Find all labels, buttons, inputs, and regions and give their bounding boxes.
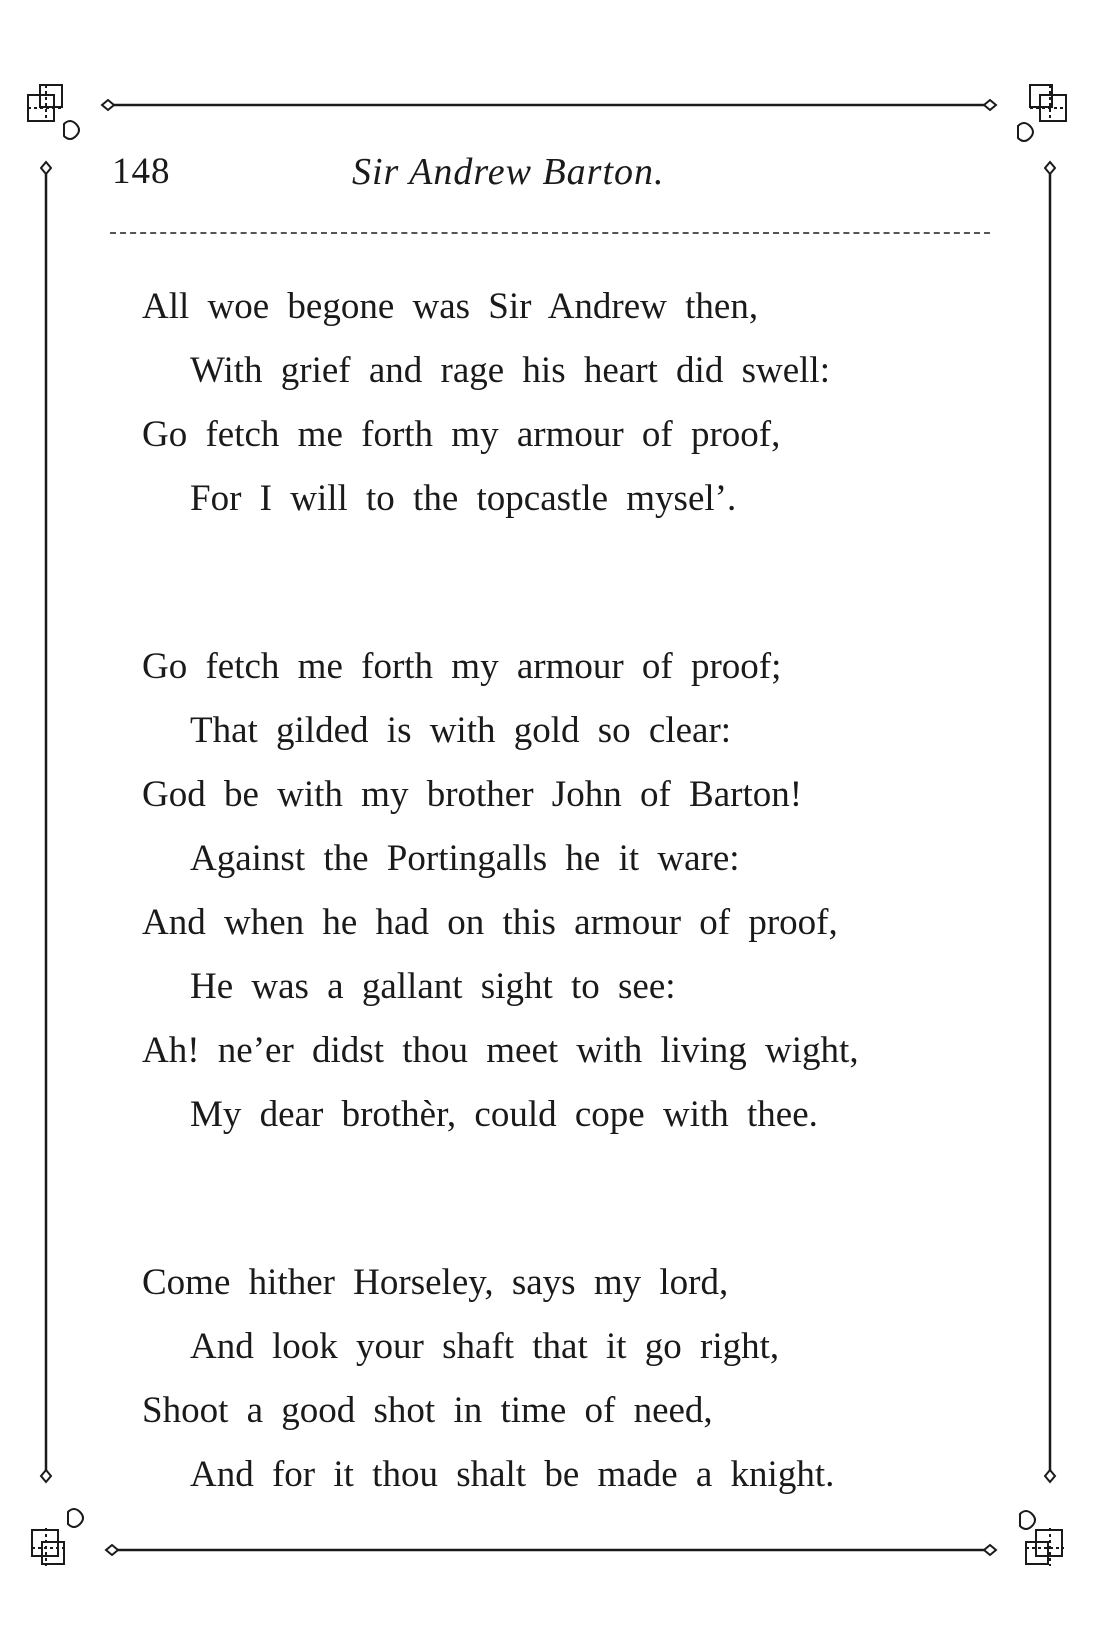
stanza-2 — [142, 635, 1022, 1147]
verse-line: All woe begone was Sir Andrew then, — [142, 286, 759, 327]
verse-line: Ah! ne’er didst thou meet with living wight, — [142, 1030, 859, 1071]
corner-ornament-bottom-left — [32, 1509, 83, 1566]
page-number: 148 — [112, 151, 171, 192]
verse-line: For I will to the topcastle mysel’. — [190, 478, 737, 519]
page-header — [112, 150, 992, 200]
verse-line: Go fetch me forth my armour of proof, — [142, 414, 781, 455]
verse-line: That gilded is with gold so clear: — [190, 710, 732, 751]
verse-line: And when he had on this armour of proof, — [142, 902, 838, 943]
verse-line: With grief and rage his heart did swell: — [190, 350, 830, 391]
stanza-1 — [142, 275, 1022, 531]
verse-line: Shoot a good shot in time of need, — [142, 1390, 713, 1431]
verse-line: Go fetch me forth my armour of proof; — [142, 646, 782, 687]
corner-ornament-top-left — [28, 85, 79, 139]
corner-ornament-top-right — [1018, 85, 1066, 141]
verse-line: My dear brothèr, could cope with thee. — [190, 1094, 818, 1135]
verse-line: He was a gallant sight to see: — [190, 966, 676, 1007]
corner-ornament-bottom-right — [1020, 1511, 1064, 1566]
running-title: Sir Andrew Barton. — [352, 151, 665, 193]
verse-line: And for it thou shalt be made a knight. — [190, 1454, 835, 1495]
poem-body — [142, 275, 1022, 1611]
verse-line: Against the Portingalls he it ware: — [190, 838, 740, 879]
header-divider — [110, 232, 990, 234]
stanza-3 — [142, 1251, 1022, 1507]
verse-line: God be with my brother John of Barton! — [142, 774, 803, 815]
verse-line: And look your shaft that it go right, — [190, 1326, 780, 1367]
verse-line: Come hither Horseley, says my lord, — [142, 1262, 729, 1303]
